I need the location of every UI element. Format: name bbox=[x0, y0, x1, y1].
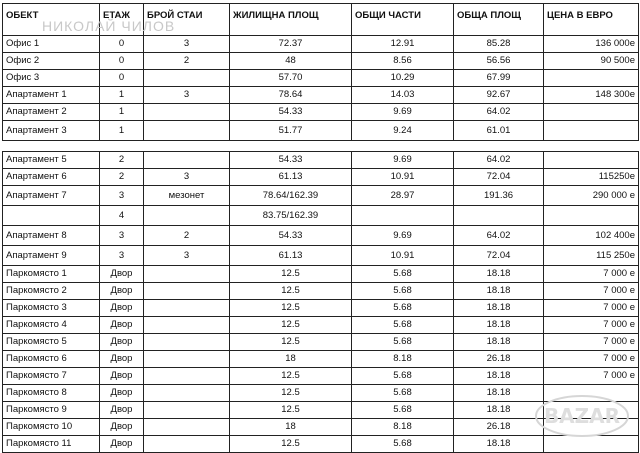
cell-total-area: 61.01 bbox=[454, 121, 544, 141]
cell-living-area: 12.5 bbox=[230, 334, 352, 351]
cell-floor: 1 bbox=[100, 87, 144, 104]
table-row bbox=[3, 351, 639, 368]
cell-rooms bbox=[144, 402, 230, 419]
cell-rooms: 2 bbox=[144, 53, 230, 70]
cell-price: 102 400е bbox=[544, 226, 639, 246]
cell-rooms bbox=[144, 317, 230, 334]
cell-rooms bbox=[144, 152, 230, 169]
cell-object: Офис 2 bbox=[3, 53, 100, 70]
cell-living-area bbox=[230, 141, 352, 152]
cell-floor: Двор bbox=[100, 385, 144, 402]
cell-living-area: 12.5 bbox=[230, 402, 352, 419]
table-row bbox=[3, 36, 639, 53]
cell-common-parts: 5.68 bbox=[352, 317, 454, 334]
cell-total-area: 18.18 bbox=[454, 266, 544, 283]
cell-total-area: 67.99 bbox=[454, 70, 544, 87]
cell-object bbox=[3, 206, 100, 226]
cell-common-parts bbox=[352, 141, 454, 152]
header-price: ЦЕНА В ЕВРО bbox=[544, 4, 639, 36]
cell-living-area: 12.5 bbox=[230, 283, 352, 300]
cell-living-area: 12.5 bbox=[230, 385, 352, 402]
cell-price: 7 000 е bbox=[544, 266, 639, 283]
cell-living-area: 12.5 bbox=[230, 436, 352, 453]
table-row bbox=[3, 246, 639, 266]
cell-common-parts: 5.68 bbox=[352, 385, 454, 402]
cell-common-parts: 9.24 bbox=[352, 121, 454, 141]
table-row bbox=[3, 186, 639, 206]
cell-rooms bbox=[144, 385, 230, 402]
cell-living-area: 61.13 bbox=[230, 169, 352, 186]
cell-floor: 3 bbox=[100, 186, 144, 206]
cell-rooms bbox=[144, 121, 230, 141]
cell-total-area: 64.02 bbox=[454, 152, 544, 169]
cell-common-parts: 5.68 bbox=[352, 368, 454, 385]
cell-rooms bbox=[144, 436, 230, 453]
cell-object: Офис 1 bbox=[3, 36, 100, 53]
cell-total-area bbox=[454, 206, 544, 226]
cell-floor: Двор bbox=[100, 317, 144, 334]
cell-floor: 1 bbox=[100, 104, 144, 121]
cell-total-area: 64.02 bbox=[454, 104, 544, 121]
table-row bbox=[3, 104, 639, 121]
cell-total-area: 26.18 bbox=[454, 419, 544, 436]
cell-common-parts: 9.69 bbox=[352, 104, 454, 121]
cell-floor: Двор bbox=[100, 368, 144, 385]
cell-rooms bbox=[144, 351, 230, 368]
cell-object: Паркомясто 7 bbox=[3, 368, 100, 385]
cell-object: Паркомясто 3 bbox=[3, 300, 100, 317]
cell-living-area: 12.5 bbox=[230, 300, 352, 317]
cell-common-parts: 5.68 bbox=[352, 266, 454, 283]
cell-common-parts: 28.97 bbox=[352, 186, 454, 206]
cell-rooms: 2 bbox=[144, 226, 230, 246]
cell-total-area: 18.18 bbox=[454, 283, 544, 300]
cell-living-area: 48 bbox=[230, 53, 352, 70]
header-floor: ЕТАЖ bbox=[100, 4, 144, 36]
table-body bbox=[3, 36, 639, 453]
cell-common-parts: 5.68 bbox=[352, 334, 454, 351]
cell-total-area: 18.18 bbox=[454, 385, 544, 402]
table-row bbox=[3, 152, 639, 169]
cell-price: 7 000 е bbox=[544, 317, 639, 334]
cell-living-area: 57.70 bbox=[230, 70, 352, 87]
cell-common-parts: 10.91 bbox=[352, 246, 454, 266]
cell-object: Апартамент 5 bbox=[3, 152, 100, 169]
cell-total-area: 18.18 bbox=[454, 436, 544, 453]
cell-rooms: 3 bbox=[144, 87, 230, 104]
cell-object: Апартамент 9 bbox=[3, 246, 100, 266]
cell-object: Паркомясто 1 bbox=[3, 266, 100, 283]
cell-floor: 3 bbox=[100, 246, 144, 266]
cell-rooms bbox=[144, 266, 230, 283]
watermark-text: НИКОЛАЙ ЧИЛОВ bbox=[42, 18, 176, 34]
cell-common-parts: 5.68 bbox=[352, 283, 454, 300]
cell-object: Паркомясто 8 bbox=[3, 385, 100, 402]
cell-common-parts: 10.29 bbox=[352, 70, 454, 87]
cell-common-parts: 8.18 bbox=[352, 351, 454, 368]
table-row bbox=[3, 334, 639, 351]
svg-text:BAZAR: BAZAR bbox=[543, 404, 621, 428]
cell-total-area: 72.04 bbox=[454, 246, 544, 266]
cell-living-area: 12.5 bbox=[230, 317, 352, 334]
cell-total-area: 72.04 bbox=[454, 169, 544, 186]
header-rooms: БРОЙ СТАИ bbox=[144, 4, 230, 36]
cell-object: Паркомясто 6 bbox=[3, 351, 100, 368]
cell-total-area: 18.18 bbox=[454, 368, 544, 385]
cell-floor: 4 bbox=[100, 206, 144, 226]
header-object: ОБЕКТ bbox=[3, 4, 100, 36]
cell-common-parts: 8.56 bbox=[352, 53, 454, 70]
cell-price: 115 250е bbox=[544, 246, 639, 266]
cell-rooms: мезонет bbox=[144, 186, 230, 206]
table-row bbox=[3, 283, 639, 300]
cell-living-area: 12.5 bbox=[230, 266, 352, 283]
cell-living-area: 83.75/162.39 bbox=[230, 206, 352, 226]
cell-object: Апартамент 2 bbox=[3, 104, 100, 121]
cell-total-area: 18.18 bbox=[454, 334, 544, 351]
cell-floor: 1 bbox=[100, 121, 144, 141]
cell-total-area: 18.18 bbox=[454, 317, 544, 334]
cell-living-area: 61.13 bbox=[230, 246, 352, 266]
cell-total-area: 18.18 bbox=[454, 300, 544, 317]
cell-floor: 2 bbox=[100, 169, 144, 186]
cell-common-parts: 9.69 bbox=[352, 226, 454, 246]
cell-rooms: 3 bbox=[144, 246, 230, 266]
cell-living-area: 78.64 bbox=[230, 87, 352, 104]
cell-price: 7 000 е bbox=[544, 283, 639, 300]
cell-price: 290 000 е bbox=[544, 186, 639, 206]
cell-object: Паркомясто 5 bbox=[3, 334, 100, 351]
cell-living-area: 72.37 bbox=[230, 36, 352, 53]
header-living-area: ЖИЛИЩНА ПЛОЩ bbox=[230, 4, 352, 36]
cell-price: 7 000 е bbox=[544, 351, 639, 368]
cell-common-parts: 5.68 bbox=[352, 436, 454, 453]
cell-total-area: 92.67 bbox=[454, 87, 544, 104]
cell-object: Офис 3 bbox=[3, 70, 100, 87]
cell-total-area: 18.18 bbox=[454, 402, 544, 419]
cell-object: Апартамент 8 bbox=[3, 226, 100, 246]
table-row bbox=[3, 226, 639, 246]
cell-living-area: 54.33 bbox=[230, 104, 352, 121]
cell-floor: 0 bbox=[100, 36, 144, 53]
cell-rooms bbox=[144, 368, 230, 385]
cell-price bbox=[544, 70, 639, 87]
cell-floor: Двор bbox=[100, 351, 144, 368]
cell-object: Апартамент 6 bbox=[3, 169, 100, 186]
cell-total-area bbox=[454, 141, 544, 152]
cell-floor: Двор bbox=[100, 419, 144, 436]
cell-living-area: 12.5 bbox=[230, 368, 352, 385]
cell-floor: Двор bbox=[100, 402, 144, 419]
cell-rooms: 3 bbox=[144, 36, 230, 53]
cell-common-parts: 12.91 bbox=[352, 36, 454, 53]
cell-rooms bbox=[144, 283, 230, 300]
cell-common-parts: 10.91 bbox=[352, 169, 454, 186]
cell-object: Апартамент 3 bbox=[3, 121, 100, 141]
cell-living-area: 51.77 bbox=[230, 121, 352, 141]
cell-price bbox=[544, 152, 639, 169]
cell-living-area: 54.33 bbox=[230, 152, 352, 169]
cell-object: Паркомясто 2 bbox=[3, 283, 100, 300]
cell-object: Паркомясто 11 bbox=[3, 436, 100, 453]
cell-floor: 0 bbox=[100, 70, 144, 87]
cell-living-area: 54.33 bbox=[230, 226, 352, 246]
cell-floor: 2 bbox=[100, 152, 144, 169]
table-row bbox=[3, 87, 639, 104]
cell-total-area: 64.02 bbox=[454, 226, 544, 246]
cell-object: Апартамент 1 bbox=[3, 87, 100, 104]
header-total-area: ОБЩА ПЛОЩ bbox=[454, 4, 544, 36]
cell-common-parts: 9.69 bbox=[352, 152, 454, 169]
cell-total-area: 26.18 bbox=[454, 351, 544, 368]
cell-rooms bbox=[144, 206, 230, 226]
cell-rooms bbox=[144, 334, 230, 351]
cell-living-area: 18 bbox=[230, 419, 352, 436]
cell-floor: Двор bbox=[100, 283, 144, 300]
header-common-parts: ОБЩИ ЧАСТИ bbox=[352, 4, 454, 36]
cell-price bbox=[544, 104, 639, 121]
table-row bbox=[3, 53, 639, 70]
cell-floor: Двор bbox=[100, 300, 144, 317]
table-row bbox=[3, 206, 639, 226]
cell-rooms bbox=[144, 70, 230, 87]
cell-price: 90 500е bbox=[544, 53, 639, 70]
cell-total-area: 56.56 bbox=[454, 53, 544, 70]
cell-price: 115250е bbox=[544, 169, 639, 186]
cell-object bbox=[3, 141, 100, 152]
cell-price bbox=[544, 121, 639, 141]
cell-floor: Двор bbox=[100, 266, 144, 283]
bazar-logo bbox=[534, 394, 630, 438]
cell-price: 136 000е bbox=[544, 36, 639, 53]
cell-rooms bbox=[144, 419, 230, 436]
cell-price: 7 000 е bbox=[544, 300, 639, 317]
cell-common-parts: 5.68 bbox=[352, 402, 454, 419]
cell-living-area: 18 bbox=[230, 351, 352, 368]
cell-floor: Двор bbox=[100, 334, 144, 351]
table-row bbox=[3, 121, 639, 141]
cell-floor: Двор bbox=[100, 436, 144, 453]
cell-price bbox=[544, 141, 639, 152]
cell-price bbox=[544, 436, 639, 453]
cell-object: Паркомясто 9 bbox=[3, 402, 100, 419]
cell-price: 7 000 е bbox=[544, 334, 639, 351]
cell-rooms bbox=[144, 300, 230, 317]
cell-rooms: 3 bbox=[144, 169, 230, 186]
table-row bbox=[3, 436, 639, 453]
table-row bbox=[3, 70, 639, 87]
cell-price bbox=[544, 206, 639, 226]
cell-total-area: 85.28 bbox=[454, 36, 544, 53]
cell-common-parts: 14.03 bbox=[352, 87, 454, 104]
cell-price: 7 000 е bbox=[544, 368, 639, 385]
cell-rooms bbox=[144, 141, 230, 152]
table-row bbox=[3, 169, 639, 186]
cell-object: Паркомясто 4 bbox=[3, 317, 100, 334]
cell-common-parts: 8.18 bbox=[352, 419, 454, 436]
table-row bbox=[3, 141, 639, 152]
cell-floor: 0 bbox=[100, 53, 144, 70]
cell-floor bbox=[100, 141, 144, 152]
cell-common-parts: 5.68 bbox=[352, 300, 454, 317]
cell-floor: 3 bbox=[100, 226, 144, 246]
cell-rooms bbox=[144, 104, 230, 121]
property-table bbox=[2, 3, 639, 453]
cell-object: Паркомясто 10 bbox=[3, 419, 100, 436]
cell-price: 148 300е bbox=[544, 87, 639, 104]
table-row bbox=[3, 300, 639, 317]
cell-object: Апартамент 7 bbox=[3, 186, 100, 206]
cell-total-area: 191.36 bbox=[454, 186, 544, 206]
cell-living-area: 78.64/162.39 bbox=[230, 186, 352, 206]
table-row bbox=[3, 266, 639, 283]
table-row bbox=[3, 317, 639, 334]
table-row bbox=[3, 368, 639, 385]
cell-common-parts bbox=[352, 206, 454, 226]
